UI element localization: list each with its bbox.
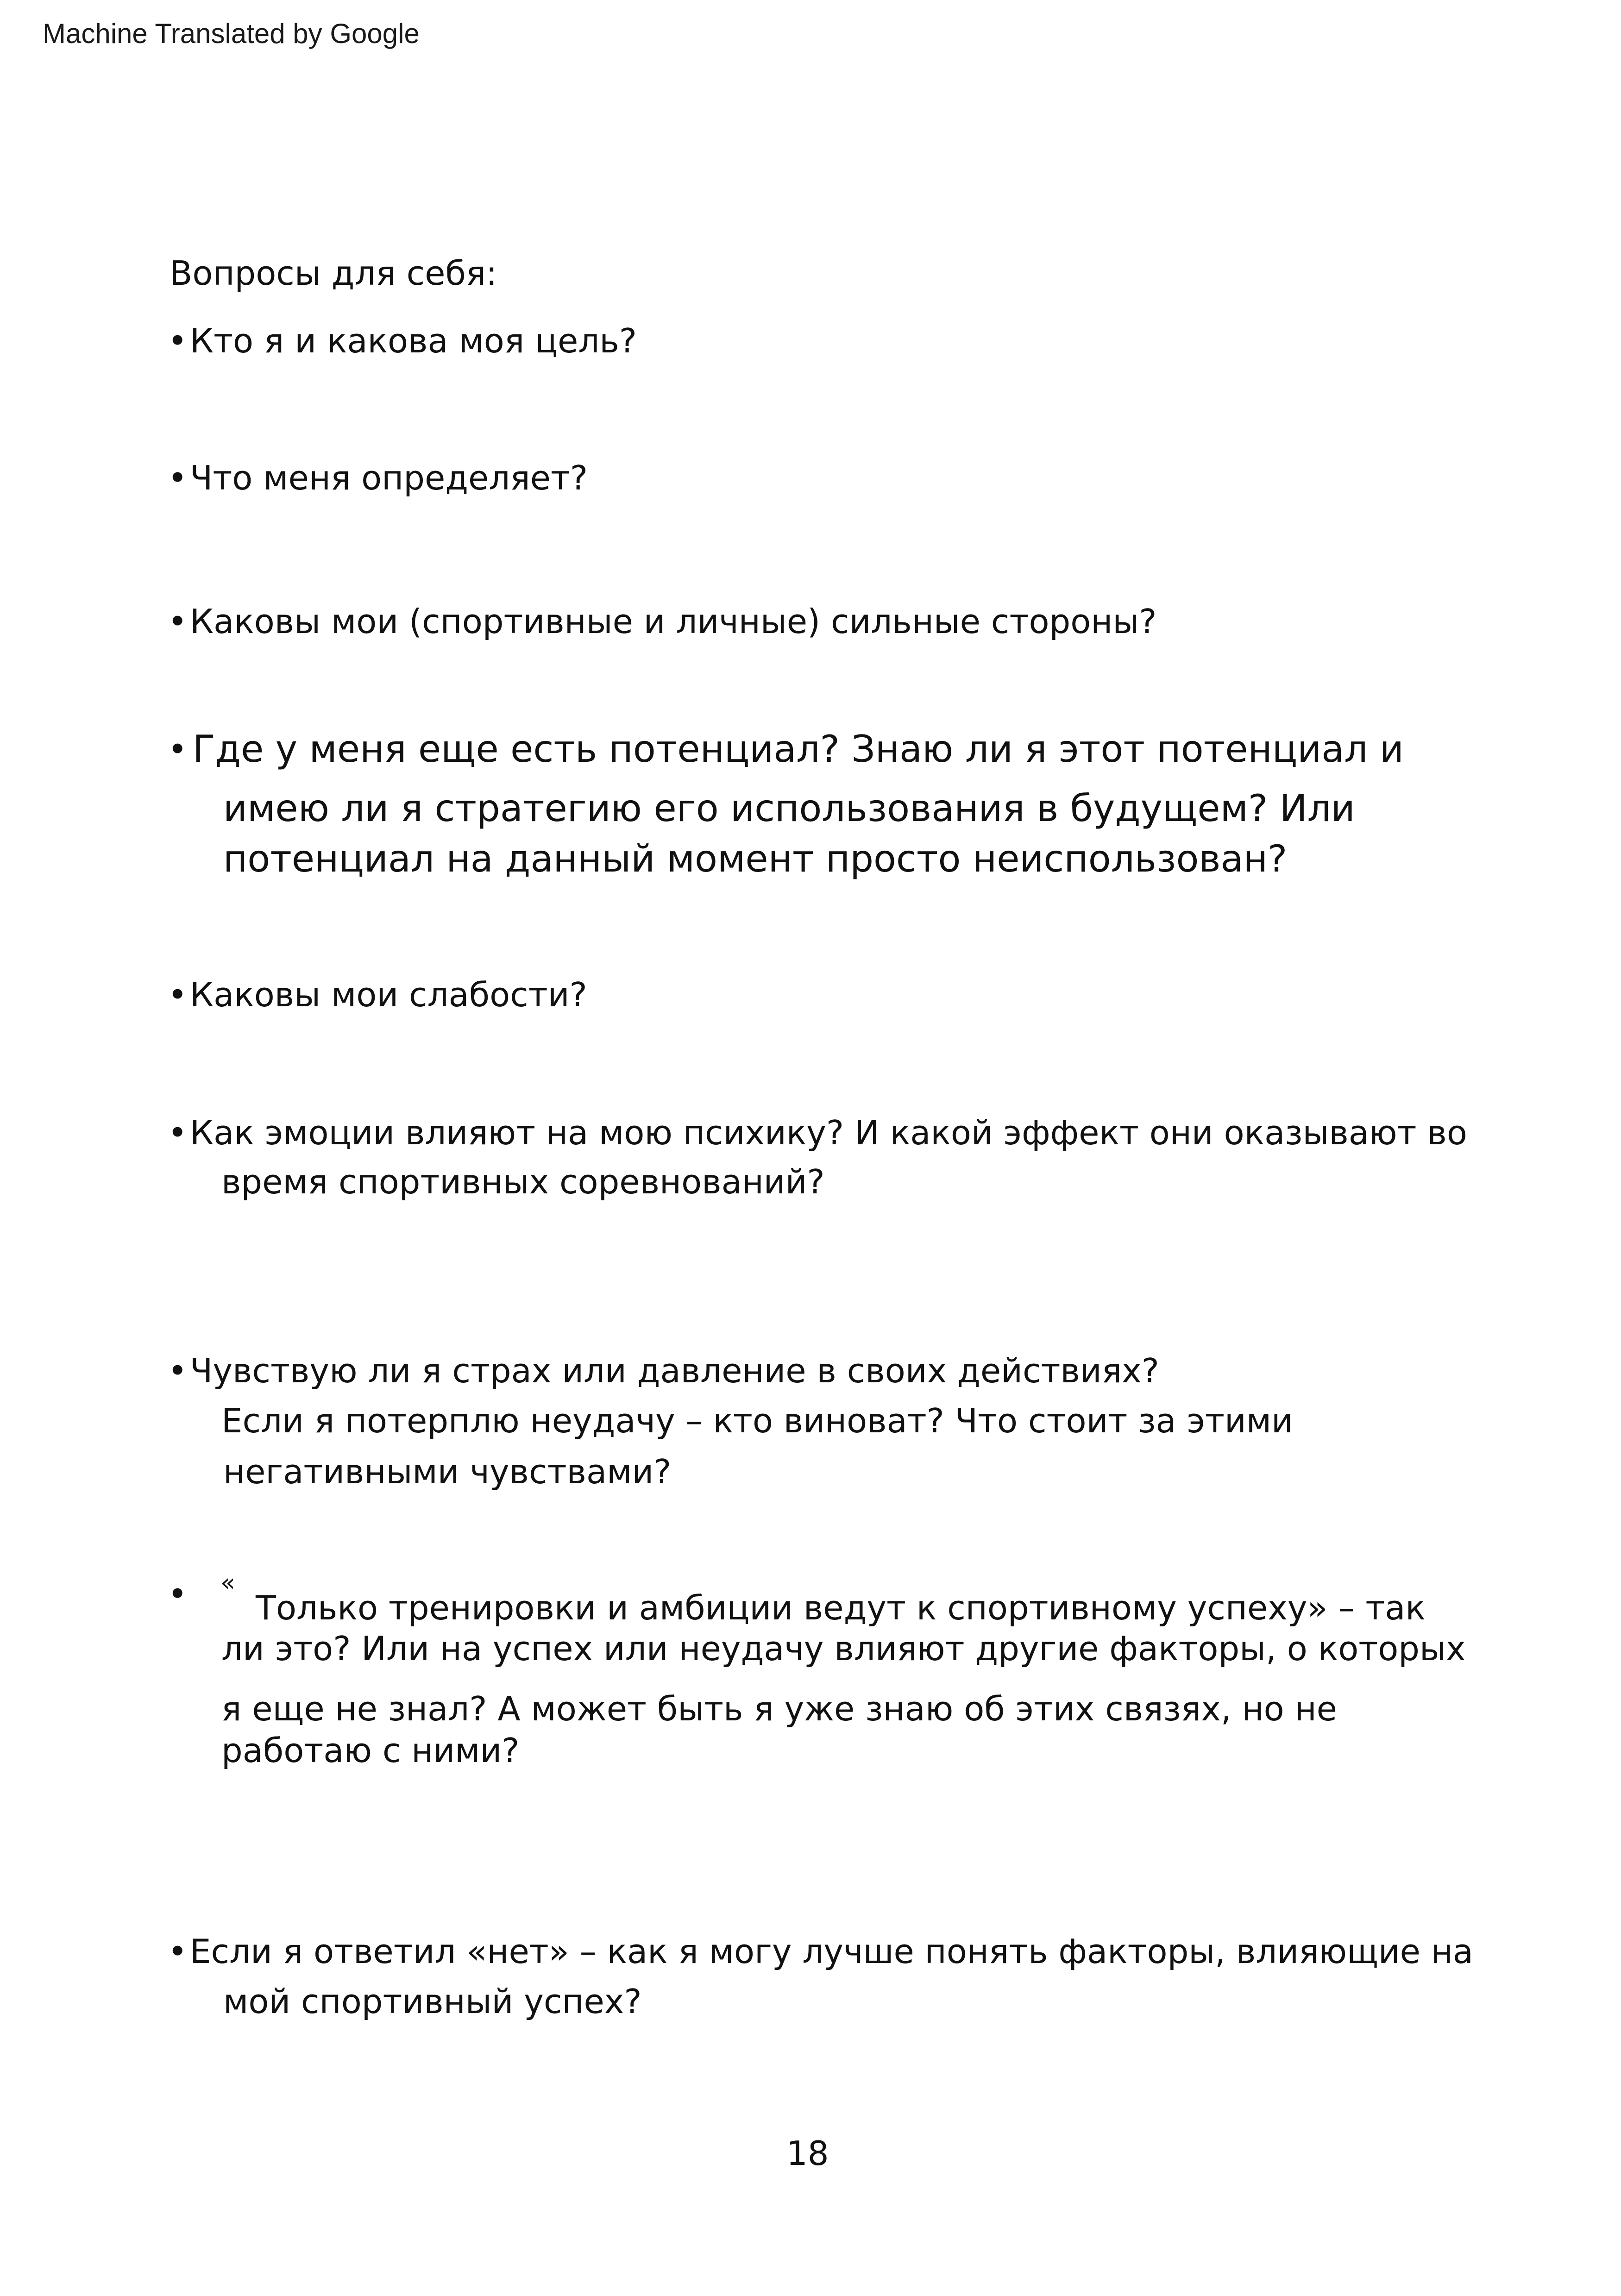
question-line: Каковы мои слабости?: [190, 975, 587, 1014]
question-line: Где у меня еще есть потенциал? Знаю ли я этот потенциал и: [193, 728, 1404, 771]
question-line: Чувствую ли я страх или давление в своих действиях?: [190, 1351, 1159, 1390]
opening-quote-mark: «: [220, 1569, 235, 1597]
bullet-icon: •: [168, 1113, 188, 1152]
question-line: Только тренировки и амбиции ведут к спортивному успеху» – так: [256, 1588, 1426, 1627]
bullet-icon: •: [168, 975, 188, 1014]
bullet-icon: •: [168, 1932, 188, 1971]
question-line: мой спортивный успех?: [223, 1982, 642, 2021]
question-line: ли это? Или на успех или неудачу влияют другие факторы, о которых: [221, 1629, 1466, 1668]
machine-translation-header: Machine Translated by Google: [43, 18, 420, 49]
question-line: время спортивных соревнований?: [221, 1162, 825, 1201]
bullet-icon: •: [168, 1351, 188, 1390]
bullet-icon: •: [168, 602, 188, 641]
bullet-icon: •: [168, 321, 188, 360]
bullet-icon: •: [168, 1575, 188, 1613]
question-line: Что меня определяет?: [190, 458, 588, 497]
question-line: Кто я и какова моя цель?: [190, 321, 637, 360]
page-number: 18: [786, 2134, 829, 2173]
question-line: Если я потерплю неудачу – кто виноват? Что стоит за этими: [221, 1401, 1293, 1440]
question-line: потенциал на данный момент просто неиспользован?: [223, 837, 1288, 880]
bullet-icon: •: [168, 458, 188, 497]
question-line: Как эмоции влияют на мою психику? И какой эффект они оказывают во: [190, 1113, 1467, 1152]
question-line: Каковы мои (спортивные и личные) сильные стороны?: [190, 602, 1157, 641]
question-line: негативными чувствами?: [223, 1452, 672, 1491]
question-line: Если я ответил «нет» – как я могу лучше понять факторы, влияющие на: [190, 1932, 1474, 1971]
page-heading: Вопросы для себя:: [170, 254, 497, 293]
question-line: имею ли я стратегию его использования в будущем? Или: [223, 787, 1355, 830]
bullet-icon: •: [168, 730, 188, 769]
question-line: я еще не знал? А может быть я уже знаю об этих связях, но не: [221, 1689, 1337, 1728]
question-line: работаю с ними?: [221, 1731, 520, 1770]
